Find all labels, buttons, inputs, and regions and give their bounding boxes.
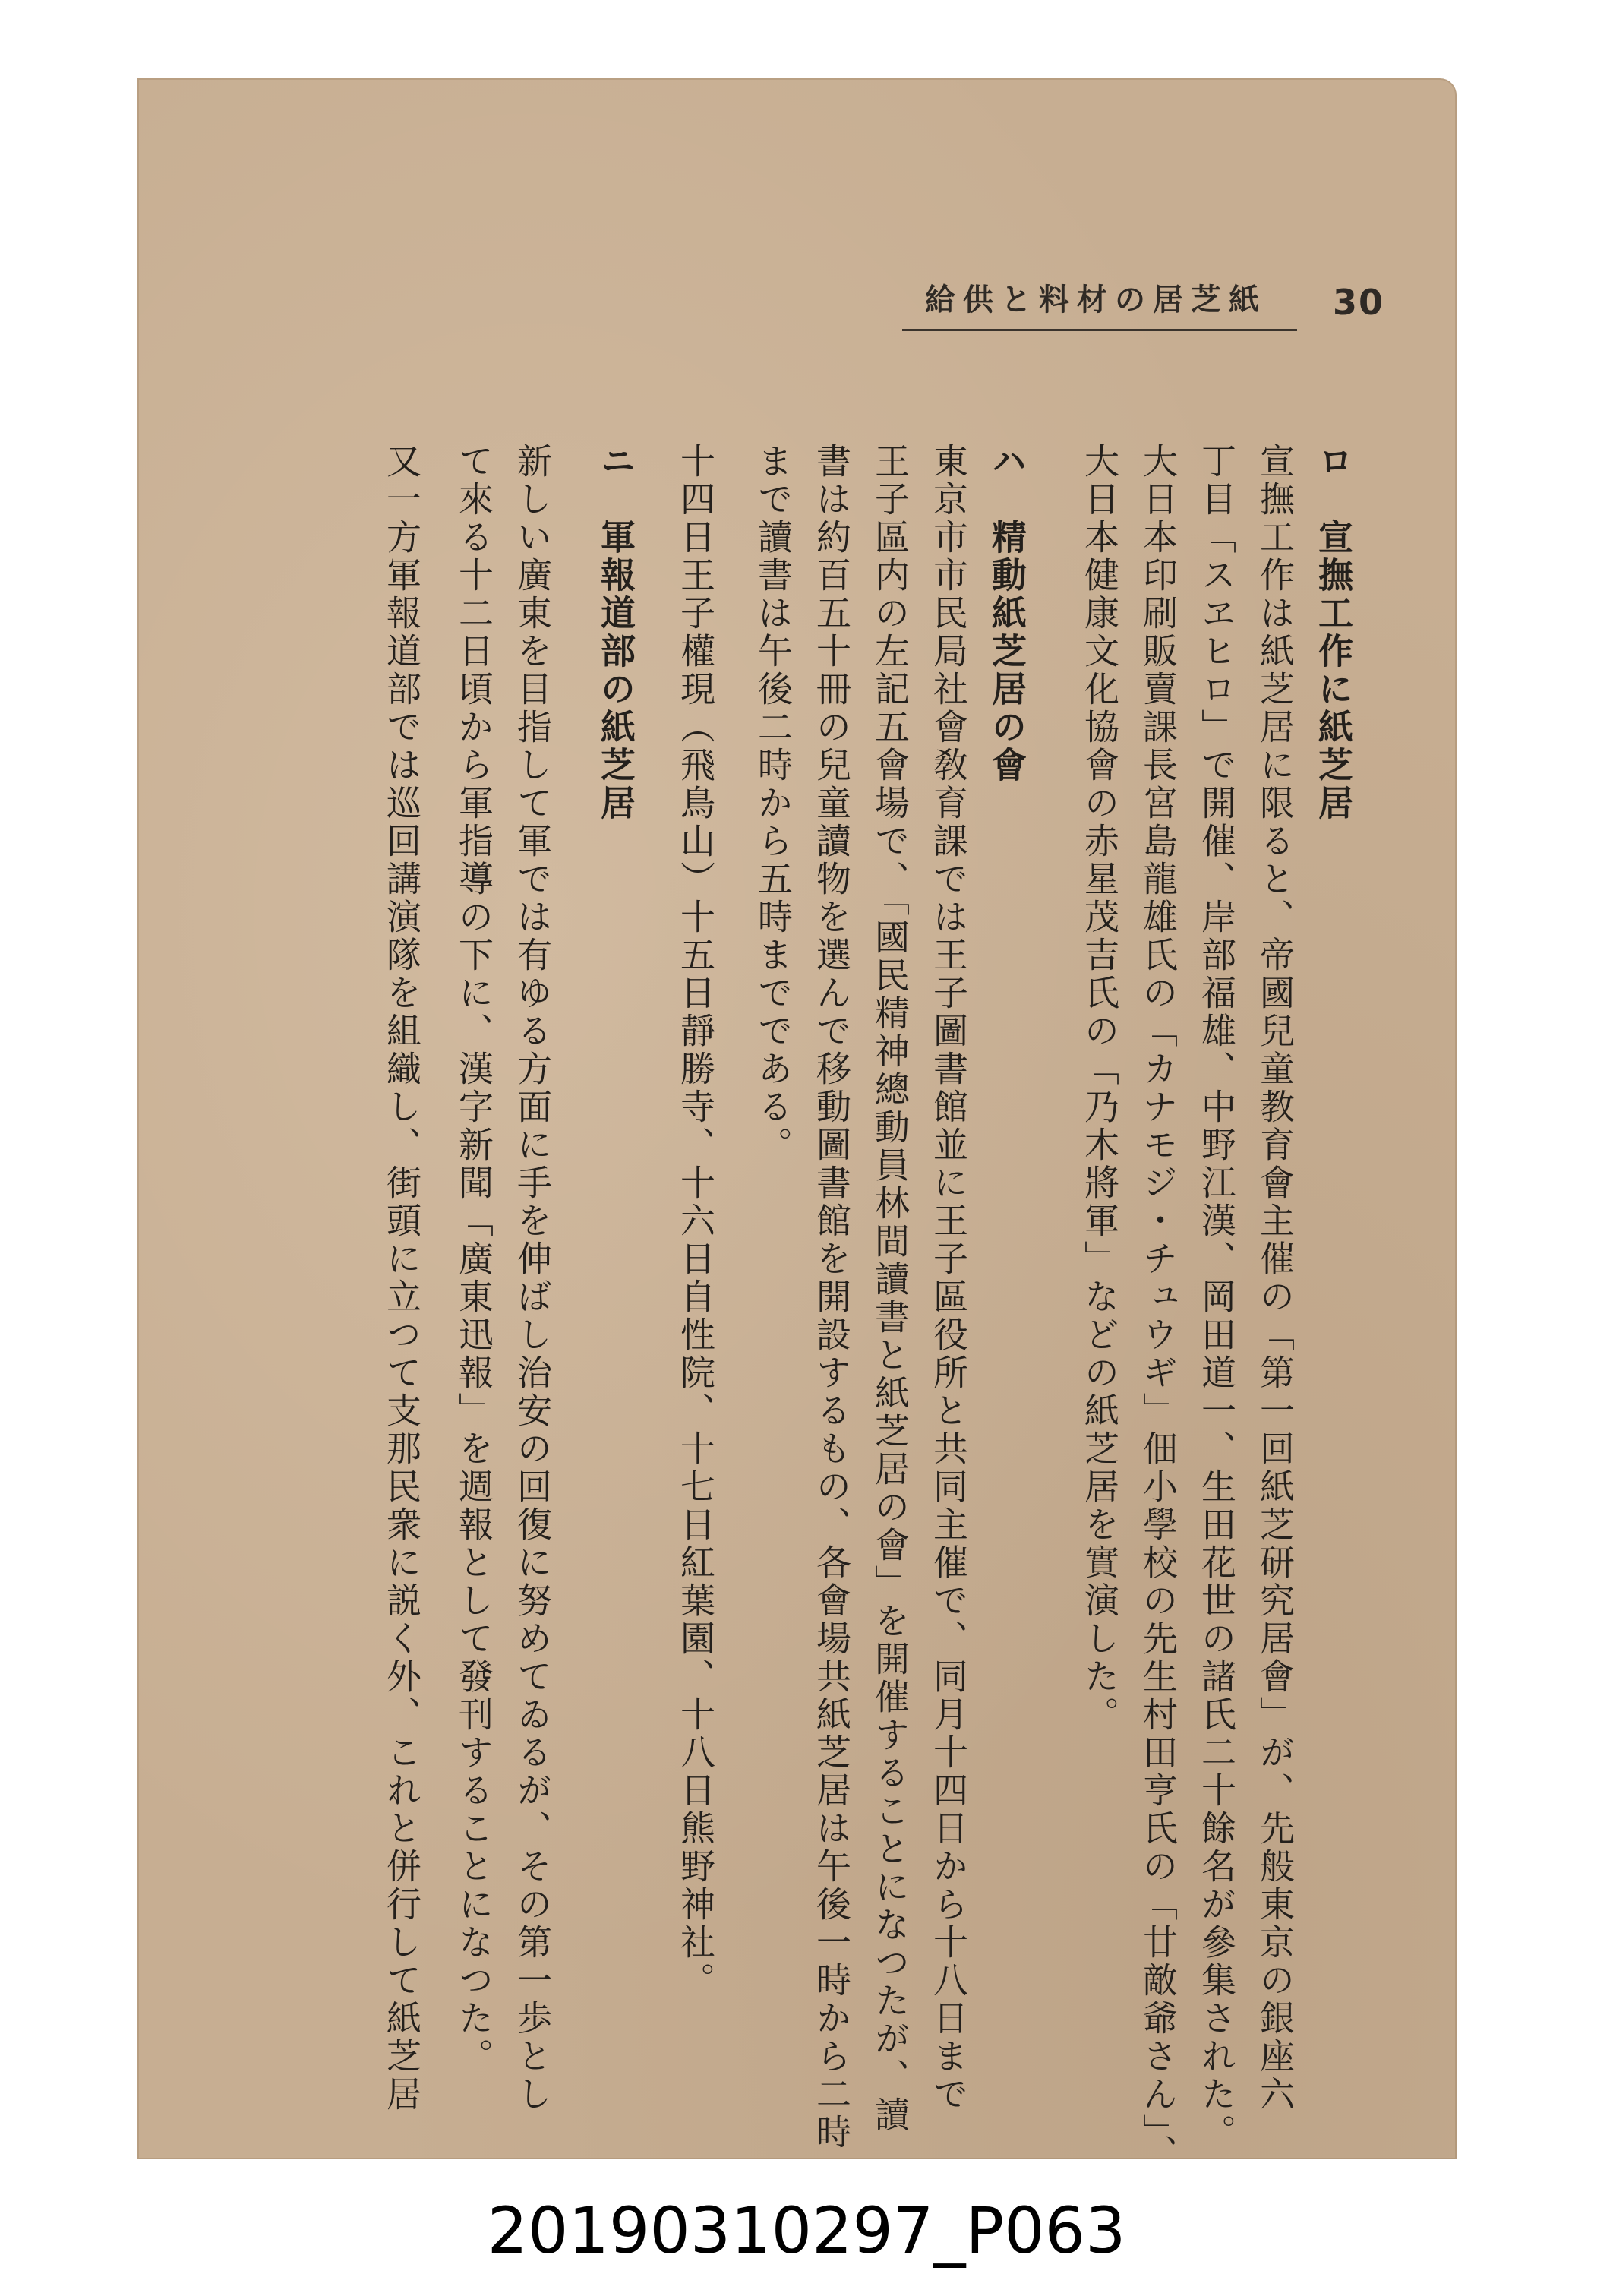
book-page xyxy=(137,78,1457,2172)
text-column: 大日本印刷販賣課長宮島龍雄氏の「カナモジ・チュウギ」佃小學校の先生村田亨氏の「廿敵爺さん」、 xyxy=(1138,443,1179,2172)
text-column: て來る十二日頃から軍指導の下に、漢字新聞「廣東迅報」を週報として發刊することになつた。 xyxy=(453,443,494,2076)
text-column: 丁目「スヱヒロ」で開催、岸部福雄、中野江漢、岡田道一、生田花世の諸氏二十餘名が參集された。 xyxy=(1196,443,1237,2152)
text-column: 王子區内の左記五會場で、「國民精神總動員林間讀書と紙芝居の會」を開催することになつたが、讀 xyxy=(870,443,911,2134)
section-heading-ro: ロ 宣撫工作に紙芝居 xyxy=(1313,443,1354,823)
text-column: まで讀書は午後二時から五時までである。 xyxy=(753,443,794,1164)
section-heading-ha: ハ 精動紙芝居の會 xyxy=(986,443,1027,785)
image-caption: 20190310297_P063 xyxy=(487,2193,1126,2268)
running-title: 紙芝居の材料と供給 xyxy=(925,282,1267,317)
text-column: 東京市市民局社會敎育課では王子圖書館並に王子區役所と共同主催で、同月十四日から十八日まで xyxy=(928,443,969,2114)
text-column: 新しい廣東を目指して軍では有ゆる方面に手を伸ばし治安の回復に努めてゐるが、その第一歩とし xyxy=(512,443,553,2114)
header-rule xyxy=(902,329,1297,331)
section-heading-ni: ニ 軍報道部の紙芝居 xyxy=(595,443,636,823)
text-column: 十四日王子權現（飛鳥山）十五日靜勝寺、十六日自性院、十七日紅葉園、十八日熊野神社。 xyxy=(675,443,716,2000)
page-header xyxy=(137,253,1457,390)
text-column: 又一方軍報道部では巡回講演隊を組織し、街頭に立つて支那民衆に説く外、これと併行して紙芝居 xyxy=(381,443,422,2114)
text-column: 書は約百五十冊の兒童讀物を選んで移動圖書館を開設するもの、各會場共紙芝居は午後一時から二時 xyxy=(811,443,852,2152)
text-column: 大日本健康文化協會の赤星茂吉氏の「乃木將軍」などの紙芝居を實演した。 xyxy=(1079,443,1120,1734)
text-column: 宣撫工作は紙芝居に限ると、帝國兒童教育會主催の「第一回紙芝研究居會」が、先般東京の銀座六 xyxy=(1255,443,1296,2114)
page-number: 30 xyxy=(1332,282,1384,323)
